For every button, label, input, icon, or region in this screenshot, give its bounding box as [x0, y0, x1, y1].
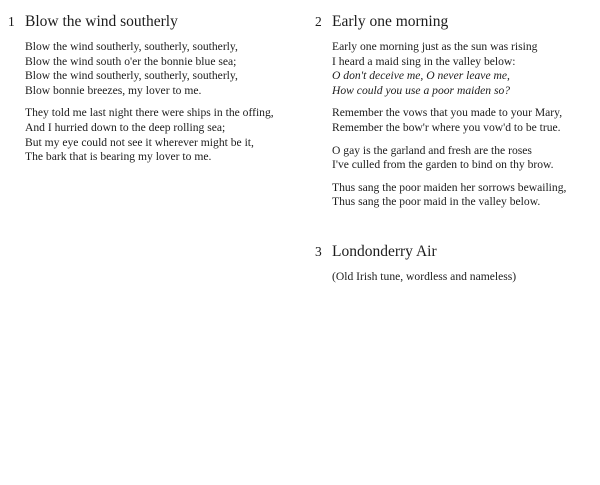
- lyric-line: They told me last night there were ships in the offing,: [25, 106, 274, 120]
- stanza: [332, 106, 595, 135]
- song-lyrics: [8, 40, 293, 165]
- song-2: [315, 12, 595, 210]
- stanza: [25, 106, 293, 164]
- lyric-line: Thus sang the poor maiden her sorrows bewailing,: [332, 180, 567, 194]
- lyric-line: Remember the bow'r where you vow'd to be true.: [332, 120, 561, 134]
- stanza: [332, 40, 595, 98]
- song-heading: [315, 242, 595, 262]
- lyric-line: Blow the wind south o'er the bonnie blue sea;: [25, 54, 237, 68]
- song-1: [8, 12, 293, 165]
- song-number: 1: [8, 14, 15, 29]
- left-column: [8, 12, 293, 187]
- stanza: [25, 40, 293, 98]
- song-title: Blow the wind southerly: [25, 13, 178, 30]
- lyric-line: Remember the vows that you made to your Mary,: [332, 106, 563, 120]
- song-lyrics: [315, 40, 595, 210]
- song-number: 2: [315, 14, 322, 29]
- song-note: (Old Irish tune, wordless and nameless): [332, 269, 517, 283]
- lyric-line: Thus sang the poor maid in the valley below.: [332, 195, 541, 209]
- song-3: [315, 242, 595, 285]
- song-heading: [8, 12, 293, 32]
- lyric-line: But my eye could not see it wherever might be it,: [25, 135, 254, 149]
- right-column: [315, 12, 595, 307]
- lyric-line: I've culled from the garden to bind on thy brow.: [332, 158, 554, 172]
- lyric-line: I heard a maid sing in the valley below:: [332, 54, 516, 68]
- lyric-line: Blow bonnie breezes, my lover to me.: [25, 83, 202, 97]
- lyric-line: The bark that is bearing my lover to me.: [25, 150, 212, 164]
- song-title: Early one morning: [332, 13, 449, 30]
- song-title: Londonderry Air: [332, 242, 437, 260]
- song-heading: [315, 12, 595, 32]
- lyric-line: Early one morning just as the sun was rising: [332, 40, 538, 53]
- lyric-line: Blow the wind southerly, southerly, southerly,: [25, 40, 238, 53]
- song-lyrics: [315, 270, 595, 285]
- lyric-line: Blow the wind southerly, southerly, southerly,: [25, 69, 238, 83]
- lyric-line-italic: O don't deceive me, O never leave me,: [332, 69, 510, 83]
- lyric-line: O gay is the garland and fresh are the roses: [332, 143, 532, 157]
- stanza: [332, 181, 595, 210]
- lyric-line-italic: How could you use a poor maiden so?: [332, 83, 511, 97]
- song-number: 3: [315, 243, 322, 259]
- stanza: [332, 144, 595, 173]
- lyric-line: And I hurried down to the deep rolling sea;: [25, 120, 226, 134]
